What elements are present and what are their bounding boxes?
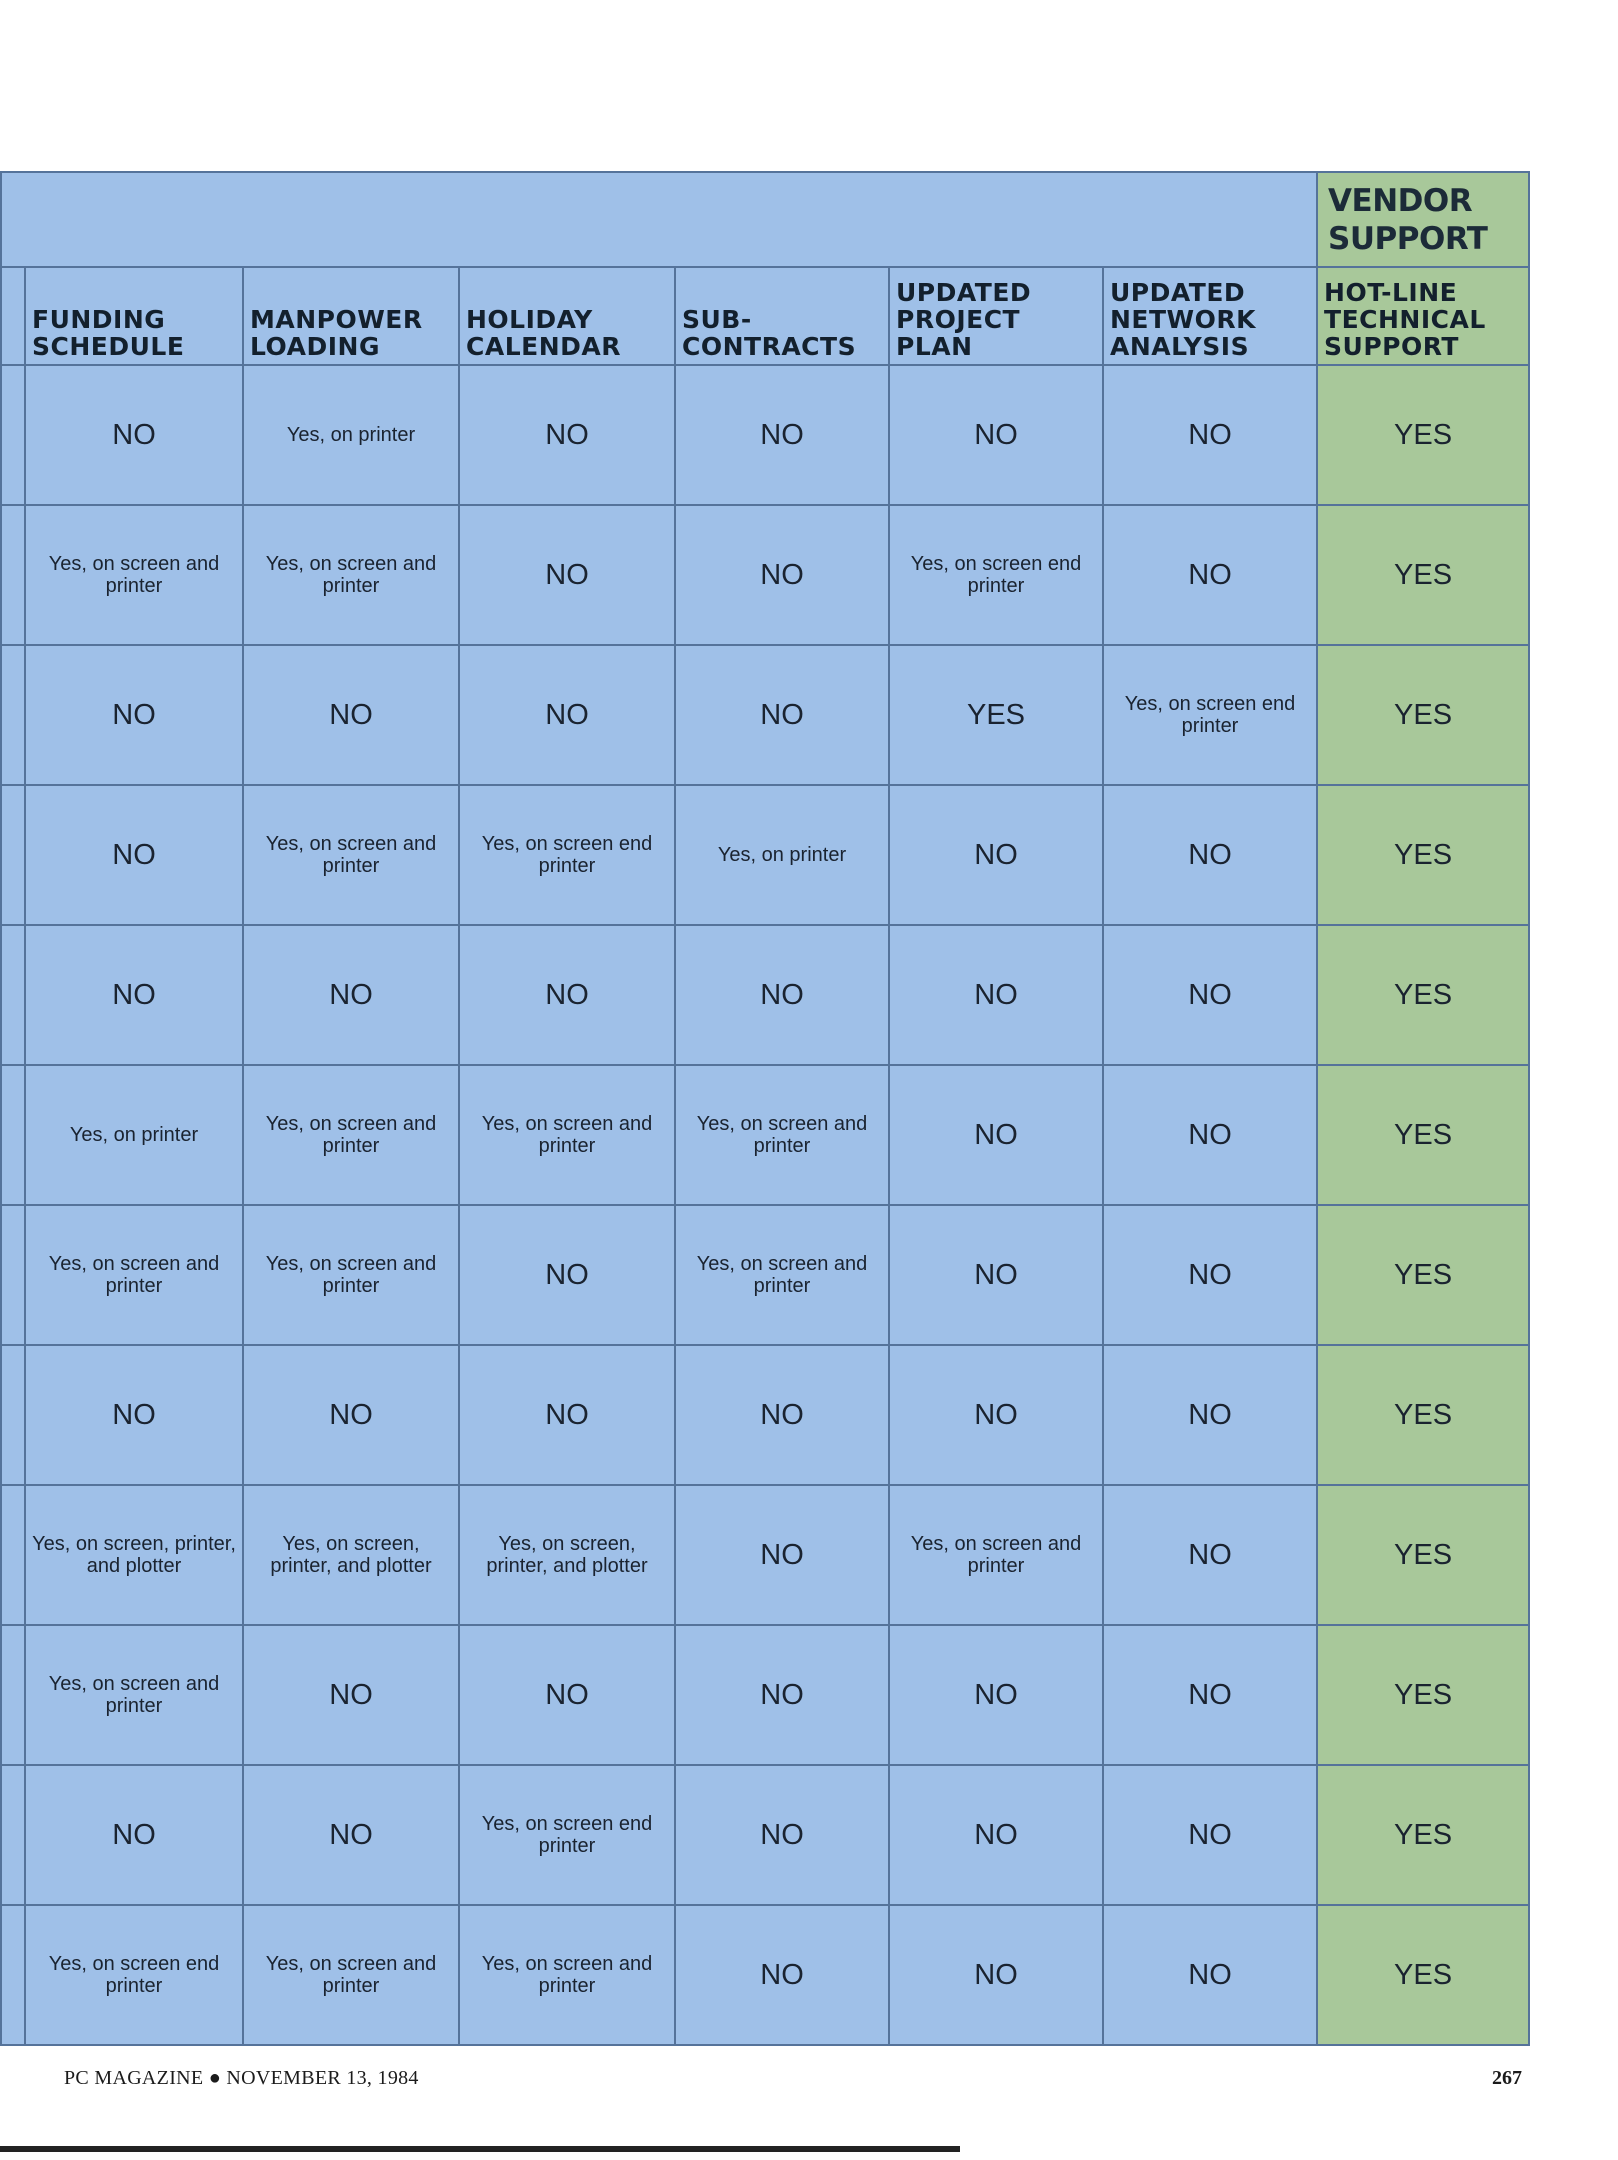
table-cell: NO bbox=[25, 1765, 243, 1905]
comparison-table bbox=[0, 171, 1530, 2046]
vendor-support-cell: YES bbox=[1317, 1905, 1529, 2045]
left-stub-cell bbox=[1, 785, 25, 925]
table-cell: Yes, on screen and printer bbox=[25, 1205, 243, 1345]
table-cell: NO bbox=[459, 1205, 675, 1345]
table-cell: NO bbox=[1103, 505, 1317, 645]
left-stub-cell bbox=[1, 1205, 25, 1345]
page-number: 267 bbox=[1492, 2067, 1522, 2089]
table-row bbox=[1, 1345, 1529, 1485]
table-cell: Yes, on screen, printer, and plotter bbox=[459, 1485, 675, 1625]
vendor-support-cell: YES bbox=[1317, 1205, 1529, 1345]
left-stub-cell bbox=[1, 505, 25, 645]
table-cell: Yes, on screen and printer bbox=[243, 505, 459, 645]
table-row bbox=[1, 365, 1529, 505]
table-cell: NO bbox=[1103, 785, 1317, 925]
table-cell: NO bbox=[243, 1765, 459, 1905]
vendor-support-cell: YES bbox=[1317, 505, 1529, 645]
vendor-support-cell: YES bbox=[1317, 1065, 1529, 1205]
vendor-support-cell: YES bbox=[1317, 785, 1529, 925]
left-stub-cell bbox=[1, 1765, 25, 1905]
table-row bbox=[1, 785, 1529, 925]
table-row bbox=[1, 1485, 1529, 1625]
table-cell: NO bbox=[1103, 365, 1317, 505]
comparison-table-container bbox=[0, 171, 1528, 2061]
table-cell: Yes, on screen, printer, and plotter bbox=[25, 1485, 243, 1625]
table-cell: NO bbox=[25, 925, 243, 1065]
table-cell: NO bbox=[889, 1345, 1103, 1485]
column-header: HOT-LINE TECHNICAL SUPPORT bbox=[1317, 267, 1529, 365]
column-header-row bbox=[1, 267, 1529, 365]
table-cell: NO bbox=[889, 1625, 1103, 1765]
table-cell: NO bbox=[243, 1345, 459, 1485]
table-row bbox=[1, 1065, 1529, 1205]
table-cell: NO bbox=[889, 1765, 1103, 1905]
table-cell: Yes, on screen and printer bbox=[25, 505, 243, 645]
table-cell: Yes, on screen and printer bbox=[243, 1065, 459, 1205]
column-header: FUNDING SCHEDULE bbox=[25, 267, 243, 365]
table-cell: NO bbox=[675, 645, 889, 785]
column-header: SUB-CONTRACTS bbox=[675, 267, 889, 365]
table-cell: NO bbox=[25, 365, 243, 505]
vendor-support-cell: YES bbox=[1317, 645, 1529, 785]
table-cell: NO bbox=[675, 365, 889, 505]
table-cell: NO bbox=[459, 925, 675, 1065]
table-cell: Yes, on screen and printer bbox=[243, 785, 459, 925]
left-stub-cell bbox=[1, 1485, 25, 1625]
vendor-support-cell: YES bbox=[1317, 1485, 1529, 1625]
table-row bbox=[1, 1625, 1529, 1765]
vendor-support-cell: YES bbox=[1317, 1765, 1529, 1905]
table-row bbox=[1, 1905, 1529, 2045]
table-cell: NO bbox=[675, 1345, 889, 1485]
publication-footer: PC MAGAZINE ● NOVEMBER 13, 1984 bbox=[64, 2067, 419, 2089]
table-cell: NO bbox=[675, 925, 889, 1065]
table-cell: NO bbox=[459, 1625, 675, 1765]
table-cell: Yes, on screen, printer, and plotter bbox=[243, 1485, 459, 1625]
table-cell: NO bbox=[1103, 1625, 1317, 1765]
table-cell: Yes, on screen and printer bbox=[889, 1485, 1103, 1625]
table-cell: Yes, on printer bbox=[243, 365, 459, 505]
table-cell: NO bbox=[1103, 1765, 1317, 1905]
table-cell: NO bbox=[1103, 1065, 1317, 1205]
table-cell: NO bbox=[243, 925, 459, 1065]
left-stub-cell bbox=[1, 1625, 25, 1765]
left-stub-header bbox=[1, 267, 25, 365]
left-stub-cell bbox=[1, 1065, 25, 1205]
table-cell: NO bbox=[243, 645, 459, 785]
table-cell: YES bbox=[889, 645, 1103, 785]
left-stub-cell bbox=[1, 645, 25, 785]
table-cell: NO bbox=[459, 1345, 675, 1485]
vendor-support-cell: YES bbox=[1317, 1625, 1529, 1765]
table-cell: Yes, on screen end printer bbox=[459, 1765, 675, 1905]
left-stub-cell bbox=[1, 365, 25, 505]
column-header: MANPOWER LOADING bbox=[243, 267, 459, 365]
table-cell: NO bbox=[1103, 1485, 1317, 1625]
vendor-support-cell: YES bbox=[1317, 925, 1529, 1065]
table-cell: NO bbox=[459, 365, 675, 505]
table-row bbox=[1, 505, 1529, 645]
table-cell: NO bbox=[459, 505, 675, 645]
table-cell: NO bbox=[889, 1065, 1103, 1205]
vendor-support-cell: YES bbox=[1317, 365, 1529, 505]
table-row bbox=[1, 1205, 1529, 1345]
vendor-support-cell: YES bbox=[1317, 1345, 1529, 1485]
table-cell: NO bbox=[675, 1905, 889, 2045]
vendor-support-header: VENDOR SUPPORT bbox=[1317, 172, 1529, 267]
table-cell: Yes, on screen and printer bbox=[675, 1065, 889, 1205]
table-cell: NO bbox=[25, 785, 243, 925]
left-stub-cell bbox=[1, 1345, 25, 1485]
bottom-rule bbox=[0, 2146, 960, 2152]
column-header: UPDATED PROJECT PLAN bbox=[889, 267, 1103, 365]
table-cell: NO bbox=[1103, 1905, 1317, 2045]
table-row bbox=[1, 925, 1529, 1065]
table-cell: Yes, on screen end printer bbox=[1103, 645, 1317, 785]
table-cell: Yes, on screen end printer bbox=[25, 1905, 243, 2045]
left-stub-cell bbox=[1, 1905, 25, 2045]
table-cell: Yes, on screen and printer bbox=[675, 1205, 889, 1345]
column-header: HOLIDAY CALENDAR bbox=[459, 267, 675, 365]
table-cell: NO bbox=[25, 645, 243, 785]
table-row bbox=[1, 1765, 1529, 1905]
table-cell: NO bbox=[675, 1485, 889, 1625]
table-cell: Yes, on screen and printer bbox=[243, 1205, 459, 1345]
table-cell: Yes, on printer bbox=[25, 1065, 243, 1205]
table-body bbox=[1, 365, 1529, 2045]
table-cell: NO bbox=[243, 1625, 459, 1765]
table-cell: Yes, on printer bbox=[675, 785, 889, 925]
table-cell: NO bbox=[1103, 925, 1317, 1065]
table-cell: NO bbox=[889, 365, 1103, 505]
table-cell: Yes, on screen and printer bbox=[459, 1065, 675, 1205]
table-cell: NO bbox=[1103, 1345, 1317, 1485]
table-cell: Yes, on screen end printer bbox=[459, 785, 675, 925]
table-cell: NO bbox=[675, 1625, 889, 1765]
left-stub-cell bbox=[1, 925, 25, 1065]
table-cell: NO bbox=[25, 1345, 243, 1485]
table-cell: NO bbox=[675, 505, 889, 645]
table-cell: NO bbox=[889, 925, 1103, 1065]
table-cell: NO bbox=[889, 1205, 1103, 1345]
table-cell: Yes, on screen and printer bbox=[243, 1905, 459, 2045]
table-cell: NO bbox=[1103, 1205, 1317, 1345]
table-row bbox=[1, 645, 1529, 785]
column-header: UPDATED NETWORK ANALYSIS bbox=[1103, 267, 1317, 365]
banner-blue-section bbox=[1, 172, 1317, 267]
table-cell: NO bbox=[889, 1905, 1103, 2045]
table-cell: Yes, on screen and printer bbox=[25, 1625, 243, 1765]
table-cell: Yes, on screen end printer bbox=[889, 505, 1103, 645]
table-cell: NO bbox=[889, 785, 1103, 925]
table-cell: NO bbox=[675, 1765, 889, 1905]
table-cell: NO bbox=[459, 645, 675, 785]
banner-row bbox=[1, 172, 1529, 267]
table-cell: Yes, on screen and printer bbox=[459, 1905, 675, 2045]
